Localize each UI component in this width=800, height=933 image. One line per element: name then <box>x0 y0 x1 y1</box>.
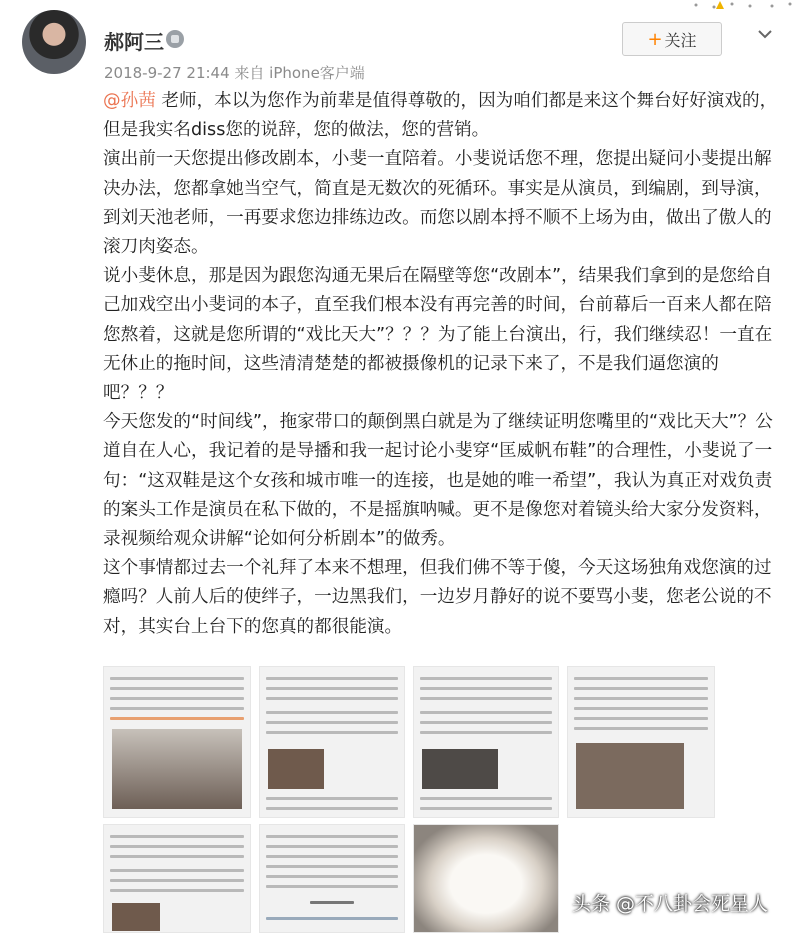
sparkle-icon <box>686 1 800 15</box>
image-thumbnail-5[interactable] <box>103 824 251 933</box>
post-meta: 2018-9-27 21:44 来自 iPhone客户端 <box>104 64 365 82</box>
vip-badge-icon <box>166 30 184 48</box>
mention-link[interactable]: @孙茜 <box>103 91 156 111</box>
watermark: 头条 @不八卦会死星人 <box>572 893 769 915</box>
paragraph: 这个事情都过去一个礼拜了本来不想理，但我们佛不等于傻，今天这场独角戏您演的过瘾吗？人前人后的使绊子，一边黑我们，一边岁月静好的说不要骂小斐，您老公说的不对，其实台上台下的您真的都很能演。 <box>103 558 772 637</box>
paragraph: 说小斐休息，那是因为跟您沟通无果后在隔壁等您“改剧本”，结果我们拿到的是您给自己加戏空出小斐词的本子，直至我们根本没有再完善的时间，台前幕后一百来人都在陪您熬着，这就是您所谓的“戏比天大”？？？为了能上台演出，行，我们继续忍！一直在无休止的拖时间，这些清清楚楚的都被摄像机的记录下来了，不是我们逼您演的吧？？？ <box>103 266 773 404</box>
post-body <box>103 87 783 642</box>
image-thumbnail-3[interactable] <box>413 666 559 818</box>
paragraph: 演出前一天您提出修改剧本，小斐一直陪着。小斐说话您不理，您提出疑问小斐提出解决办法，您都拿她当空气，简直是无数次的死循环。事实是从演员，到编剧，到导演，到刘天池老师，一再要求您边排练边改。而您以剧本捋不顺不上场为由，做出了傲人的滚刀肉姿态。 <box>103 149 772 258</box>
paragraph: 今天您发的“时间线”，拖家带口的颠倒黑白就是为了继续证明您嘴里的“戏比天大”？公道自在人心，我记着的是导播和我一起讨论小斐穿“匡威帆布鞋”的合理性，小斐说了一句：“这双鞋是这个女孩和城市唯一的连接，也是她的唯一希望”，我认为真正对戏负责的案头工作是演员在私下做的，不是摇旗呐喊。更不是像您对着镜头给大家分发资料，录视频给观众讲解“论如何分析剧本”的做秀。 <box>103 412 773 550</box>
plus-icon: + <box>647 28 663 50</box>
chevron-down-icon[interactable] <box>757 26 773 42</box>
image-thumbnail-2[interactable] <box>259 666 405 818</box>
paragraph: @孙茜 老师，本以为您作为前辈是值得尊敬的，因为咱们都是来这个舞台好好演戏的，但是我实名diss您的说辞，您的做法，您的营销。 <box>103 91 778 141</box>
follow-label: 关注 <box>664 30 697 50</box>
follow-button[interactable] <box>622 22 722 56</box>
image-thumbnail-4[interactable] <box>567 666 715 818</box>
decor-sparkle-strip <box>686 0 800 14</box>
avatar[interactable] <box>22 10 86 74</box>
image-thumbnail-1[interactable] <box>103 666 251 818</box>
image-thumbnail-7[interactable] <box>413 824 559 933</box>
image-thumbnail-6[interactable] <box>259 824 405 933</box>
author-name[interactable]: 郝阿三 <box>104 30 164 54</box>
